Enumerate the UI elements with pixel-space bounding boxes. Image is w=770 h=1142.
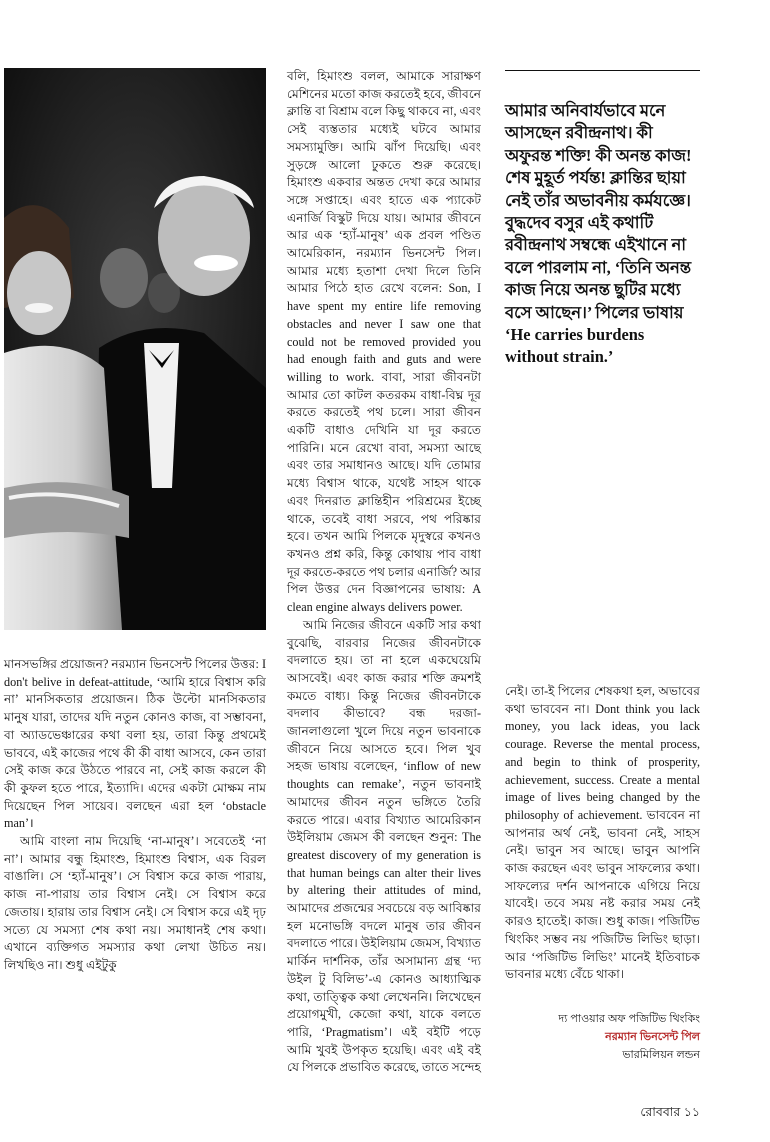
book-publisher: ভারমিলিয়ন লন্ডন [622, 1049, 700, 1061]
page-folio: রোববার ১১ [640, 1105, 700, 1119]
left-paragraph-2: আমি বাংলা নাম দিয়েছি ‘না-মানুষ’। সবেতেই ‘না না’। আমার বন্ধু হিমাংশু, হিমাংশু বিশ্বাস, এক বিরল বাঙালি। সে ‘হ্যাঁ-মানুষ’। সে বিশ্বাস করে কাজ পারায়, কাজ না-পারায় তার বিশ্বাস নেই। সে বিশ্বাস করে জেতায়। হারায় তার বিশ্বাস নেই। সে বিশ্বাস করে এই দৃঢ় সত্যে যে সমস্যা শেষ কথা নয়। সমাধানই শেষ কথা। এখানে ব্যক্তিগত সমস্যার কথা লেখা উচিত নয়। লিখছিও না। শুধু এইটুকু [4, 834, 266, 972]
article-column-right [505, 683, 700, 984]
book-credits [505, 1010, 700, 1064]
middle-paragraph-1: বলি, হিমাংশু বলল, আমাকে সারাক্ষণ মেশিনের মতো কাজ করতেই হবে, জীবনে ক্লান্তি বা বিশ্রাম বলে কিছু থাকবে না, এবং সেই ব্যস্ততার মধ্যেই ঘটবে আমার সমস্যামুক্তি। আমি ঝাঁপ দিয়েছি। এবং সুড়ঙ্গে আলো ঢুকতে শুরু করেছে। হিমাংশু একবার অন্তত দেখা করে আমার সঙ্গে সপ্তাহে। এবং হাতে এক প্যাকেট এনার্জি বিস্কুট দিয়ে যায়। আমার জীবনে আর এক ‘হ্যাঁ-মানুষ’ এক প্রবল পণ্ডিত আমেরিকান, নরম্যান ভিনসেন্ট পিল। আমার মধ্যে হতাশা দেখা দিলে তিনি আমার পিঠে হাত রেখে বলেন: Son, I have spent my entire life removing obstacles and never I saw one that could not be removed provided you had enough faith and guts and were willing to work. বাবা, সারা জীবনটা আমার তো কাটল কতরকম বাধা-বিঘ্ন দূর করতে করতেই পথ চলে। সারা জীবন একটি বাধাও দেখিনি যা দূর করতে পারিনি। মনে রেখো বাবা, সমস্যা আছে এবং তার সমাধানও আছে। যদি তোমার মধ্যে বিশ্বাস থাকে, যথেষ্ট সাহস থাকে এবং দিনরাত ক্লান্তিহীন পরিশ্রমের ইচ্ছে থাকে, তবেই বাধা সরবে, পথ পরিষ্কার হবে। তখন আমি পিলকে মৃদুস্বরে কখনও কখনও প্রশ্ন করি, কিন্তু কোথায় পাব বাধা দূর করতে-করতে পথ চলার এনার্জি? আর পিল উত্তর দেন বিজ্ঞাপনের ভাষায়: A clean engine always delivers power. [287, 69, 481, 615]
right-paragraph-1: নেই। তা-ই পিলের শেষকথা হল, অভাবের কথা ভাববেন না। Dont think you lack money, you lack ideas, you lack courage. Reverse the mental process, and begin to think of prosperity, achievement, success. Create a mental image of lives being changed by the philosophy of achievement. ভাববেন না আপনার অর্থ নেই, ভাবনা নেই, সাহস নেই। ভাবুন সব আছে। ভাবুন আপনি কাজ করছেন এবং ভাবুন সাফল্যের কথা। সাফল্যের দর্শন আপনাকে এগিয়ে নিয়ে যাবেই। তবে সময় নষ্ট করার সময় নেই কারও হাতেই। কাজ। শুধু কাজ। পজিটিভ থিংকিং সম্ভব নয় পজিটিভ লিভিং ছাড়া। আর ‘পজিটিভ লিভিং’ মানেই ইতিবাচক ভাবনার মধ্যে বেঁচে থাকা। [505, 684, 700, 982]
left-paragraph-1: মানসভঙ্গির প্রয়োজন? নরম্যান ভিনসেন্ট পিলের উত্তর: I don't belive in defeat-attitude, ‘আমি হারে বিশ্বাস করি না’ মানসিকতার প্রয়োজন। ঠিক উল্টো মানসিকতার মানুষ যারা, তাদের যদি নতুন কোনও কাজ, বা সম্ভাবনা, বা অ্যাডভেঞ্চারের কথা বলা হয়, তারা কিন্তু প্রথমেই ভাববে, এই কাজের পথে কী কী বাধা আসবে, কেন তারা সেই কাজ করে উঠতে পারবে না, সেই কাজ করলে কী কী কুফল হতে পারে, ইত্যাদি। এদের একটা মোক্ষম নাম দিয়েছেন পিল সায়েব। বলছেন এরা হল ‘obstacle man’। [4, 657, 266, 831]
book-author: নরম্যান ভিনসেন্ট পিল [605, 1031, 700, 1043]
book-title: দ্য পাওয়ার অফ পজিটিভ থিংকিং [558, 1013, 700, 1025]
photo-illustration [4, 68, 266, 630]
pullquote-rule [505, 70, 700, 71]
middle-paragraph-2: আমি নিজের জীবনে একটি সার কথা বুঝেছি, বারবার নিজের জীবনটাকে বদলাতে হয়। তা না হলে একঘেয়েমি আসবেই। এবং কাজ করার শক্তি ক্রমশই কমতে বাধ্য। কিন্তু নিজের জীবনটাকে বদলাব কীভাবে? বন্ধ দরজা-জানলাগুলো খুলে দিয়ে নতুন ভাবনাকে জীবনে নিয়ে আসতে হবে। পিল খুব সহজ ভাষায় বলেছেন, ‘inflow of new thoughts can remake’, নতুন ভাবনাই আমাদের জীবন নতুন ভঙ্গিতে তৈরি করতে পারে। এবার বিখ্যাত আমেরিকান উইলিয়াম জেমস কী বলছেন শুনুন: The greatest discovery of my generation is that human beings can alter their lives by altering their attitudes of mind, আমাদের প্রজন্মের সবচেয়ে বড় আবিষ্কার হল মনোভঙ্গি বদলে মানুষ তার জীবন বদলাতে পারে। উইলিয়াম জেমস, বিখ্যাত মার্কিন দার্শনিক, তাঁর অসামান্য গ্রন্থ ‘দ্য উইল টু বিলিভ’-এ কোনও আধ্যাত্মিক কথা, তাত্ত্বিক কথা লেখেননি। লিখেছেন প্রয়োগমুখী, কেজো কথা, যাকে বলতে পারি, ‘Pragmatism’। এই বইটি পড়ে আমি খুবই উপকৃত হয়েছি। এবং এই বই যে পিলকে প্রভাবিত করেছে, তাতে সন্দেহ [287, 617, 481, 1075]
article-column-middle [287, 68, 481, 1077]
pullquote: আমার অনিবার্যভাবে মনে আসছেন রবীন্দ্রনাথ। কী অফুরন্ত শক্তি! কী অনন্ত কাজ! শেষ মুহূর্ত পর্যন্ত! ক্লান্তির ছায়া নেই তাঁর অভাবনীয় কর্মযজ্ঞে। বুদ্ধদেব বসুর এই কথাটি রবীন্দ্রনাথ সম্বন্ধে এইখানে না বলে পারলাম না, ‘তিনি অনন্ত কাজ নিয়ে অনন্ত ছুটির মধ্যে বসে আছেন।’ পিলের ভাষায় ‘He carries burdens without strain.’ [505, 101, 692, 367]
article-column-left [4, 656, 266, 975]
article-photo [4, 68, 266, 630]
